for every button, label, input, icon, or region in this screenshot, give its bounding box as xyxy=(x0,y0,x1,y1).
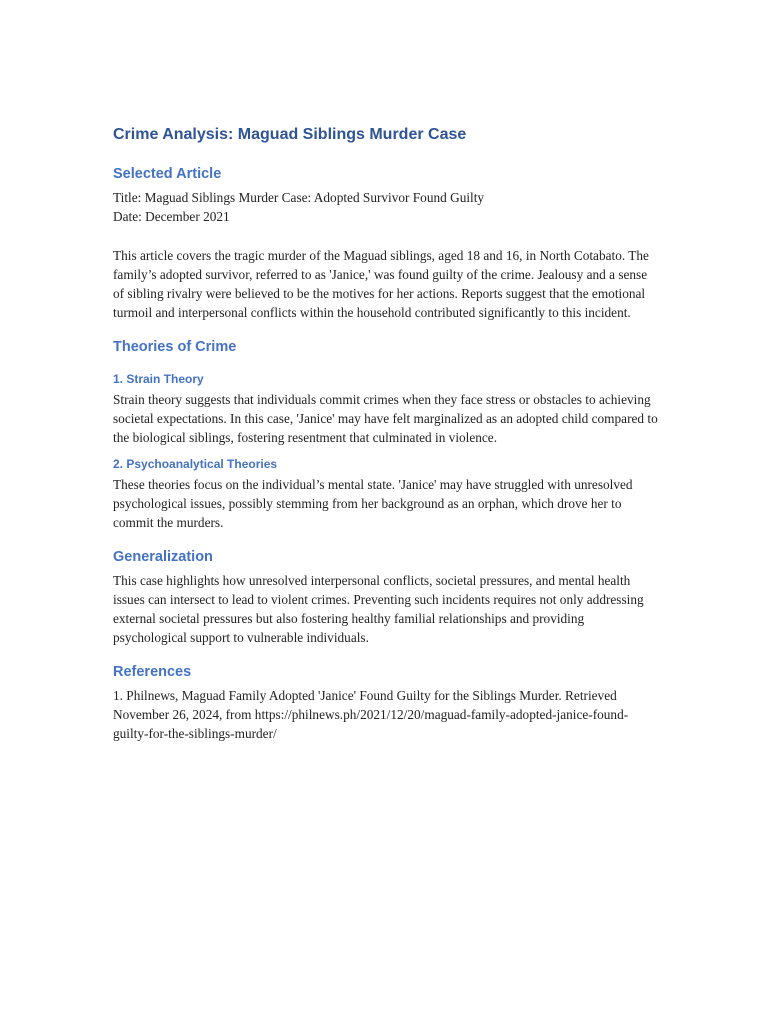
generalization-heading: Generalization xyxy=(113,548,213,565)
references-heading: References xyxy=(113,663,192,680)
psychoanalytical-heading: 2. Psychoanalytical Theories xyxy=(113,456,278,471)
theories-heading: Theories of Crime xyxy=(113,338,237,355)
document-title: Crime Analysis: Maguad Siblings Murder Case xyxy=(113,126,467,143)
psychoanalytical-text: These theories focus on the individual’s mental state. 'Janice' may have struggled with unresolved psychological issues, possibly stemming from her background as an orphan, which drove her to commit the murders. xyxy=(113,476,633,531)
reference-item: 1. Philnews, Maguad Family Adopted 'Janice' Found Guilty for the Siblings Murder. Retrieved November 26, 2024, from https://philnews.ph/2021/12/20/maguad-family-adopted-janice-found-guilty-for-the-siblings-murder/ xyxy=(113,687,629,742)
article-summary: This article covers the tragic murder of the Maguad siblings, aged 18 and 16, in North Cotabato. The family’s adopted survivor, referred to as 'Janice,' was found guilty of the crime. Jealousy and a sense of sibling rivalry were believed to be the motives for her actions. Reports suggest that the emotional turmoil and interpersonal conflicts within the household contributed significantly to this incident. xyxy=(113,247,649,321)
generalization-text: This case highlights how unresolved interpersonal conflicts, societal pressures, and mental health issues can intersect to lead to violent crimes. Preventing such incidents requires not only addressing external societal pressures but also fostering healthy familial relationships and providing psychological support to vulnerable individuals. xyxy=(113,572,644,646)
strain-theory-heading: 1. Strain Theory xyxy=(113,371,204,386)
strain-theory-text: Strain theory suggests that individuals commit crimes when they face stress or obstacles to achieving societal expectations. In this case, 'Janice' may have felt marginalized as an adopted child compared to the biological siblings, fostering resentment that culminated in violence. xyxy=(113,391,658,446)
document-page xyxy=(113,124,658,744)
selected-article-heading: Selected Article xyxy=(113,166,222,182)
article-title-line: Title: Maguad Siblings Murder Case: Adopted Survivor Found Guilty xyxy=(113,190,485,205)
article-date-line: Date: December 2021 xyxy=(113,209,230,225)
